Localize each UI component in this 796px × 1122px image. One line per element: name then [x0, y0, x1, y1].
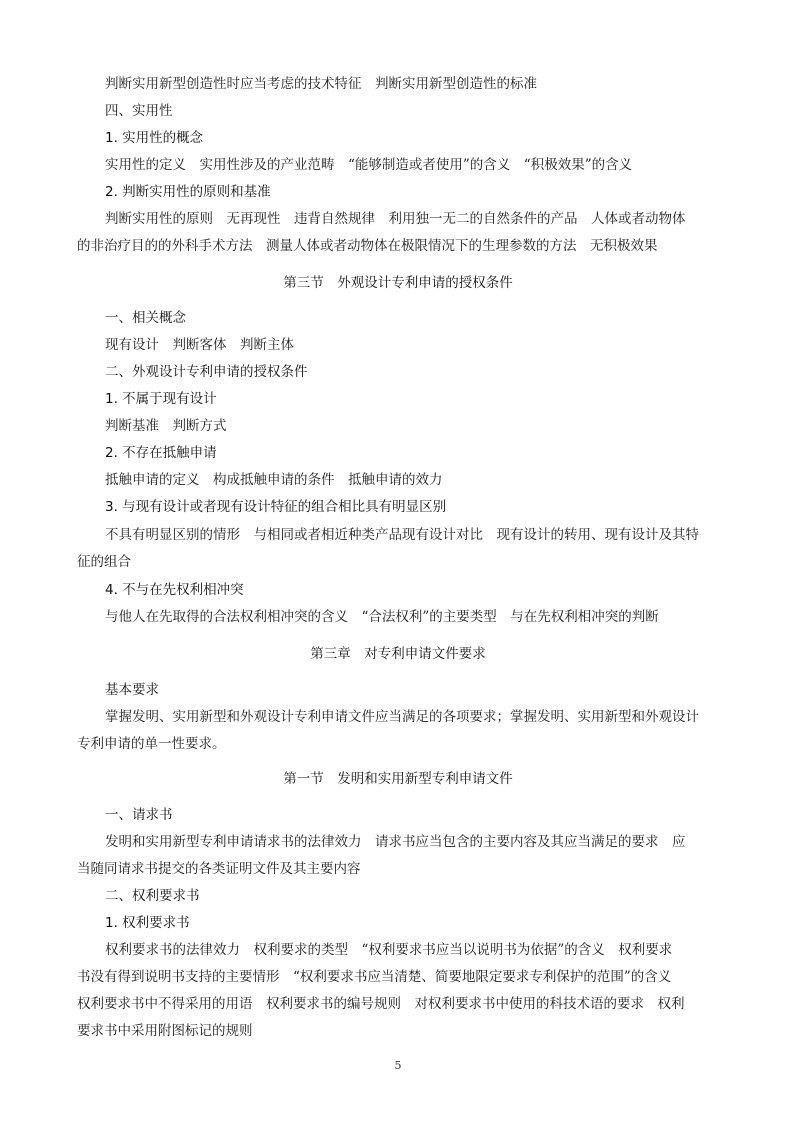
- chapter-section-title: 第三节 外观设计专利申请的授权条件: [283, 275, 513, 291]
- subsection-heading: 2. 不存在抵触申请: [105, 445, 217, 461]
- text-line: 权利要求书的法律效力 权利要求的类型 “权利要求书应当以说明书为依据”的含义 权利要求: [105, 942, 673, 958]
- section-heading: 四、实用性: [105, 103, 173, 119]
- text-line: 判断实用性的原则 无再现性 违背自然规律 利用独一无二的自然条件的产品 人体或者动物体: [105, 211, 686, 227]
- subsection-heading: 1. 实用性的概念: [105, 130, 204, 146]
- section-heading: 二、权利要求书: [105, 888, 200, 904]
- section-heading: 二、外观设计专利申请的授权条件: [105, 364, 308, 380]
- section-heading: 一、请求书: [105, 807, 173, 823]
- text-line: 实用性的定义 实用性涉及的产业范畴 “能够制造或者使用”的含义 “积极效果”的含义: [105, 157, 633, 173]
- section-heading: 基本要求: [105, 682, 159, 698]
- subsection-heading: 2. 判断实用性的原则和基准: [105, 184, 271, 200]
- subsection-heading: 1. 不属于现有设计: [105, 391, 217, 407]
- chapter-section-title: 第一节 发明和实用新型专利申请文件: [283, 771, 513, 787]
- text-line: 当随同请求书提交的各类证明文件及其主要内容: [77, 861, 361, 877]
- text-line: 抵触申请的定义 构成抵触申请的条件 抵触申请的效力: [105, 472, 443, 488]
- text-line: 发明和实用新型专利申请请求书的法律效力 请求书应当包含的主要内容及其应当满足的要求 应: [105, 834, 686, 850]
- section-heading: 一、相关概念: [105, 310, 186, 326]
- text-line: 要求书中采用附图标记的规则: [77, 1023, 253, 1039]
- text-line: 掌握发明、实用新型和外观设计专利申请文件应当满足的各项要求；掌握发明、实用新型和外观设计: [105, 709, 699, 725]
- subsection-heading: 1. 权利要求书: [105, 915, 190, 931]
- text-line: 不具有明显区别的情形 与相同或者相近种类产品现有设计对比 现有设计的转用、现有设计及其特: [105, 527, 699, 543]
- chapter-title: 第三章 对专利申请文件要求: [310, 646, 486, 662]
- text-line: 判断实用新型创造性时应当考虑的技术特征 判断实用新型创造性的标准: [105, 76, 537, 92]
- text-line: 与他人在先取得的合法权利相冲突的含义 “合法权利”的主要类型 与在先权利相冲突的判断: [105, 609, 659, 625]
- text-line: 现有设计 判断客体 判断主体: [105, 337, 294, 353]
- subsection-heading: 4. 不与在先权利相冲突: [105, 582, 244, 598]
- subsection-heading: 3. 与现有设计或者现有设计特征的组合相比具有明显区别: [105, 499, 447, 515]
- page-number: 5: [394, 1059, 402, 1072]
- text-line: 专利申请的单一性要求。: [77, 736, 226, 752]
- text-line: 权利要求书中不得采用的用语 权利要求书的编号规则 对权利要求书中使用的科技术语的要求 权利: [77, 996, 685, 1012]
- text-line: 征的组合: [77, 554, 131, 570]
- text-line: 的非治疗目的的外科手术方法 测量人体或者动物体在极限情况下的生理参数的方法 无积极效果: [77, 238, 658, 254]
- text-line: 判断基准 判断方式: [105, 418, 227, 434]
- text-line: 书没有得到说明书支持的主要情形 “权利要求书应当清楚、简要地限定要求专利保护的范围”的含义: [77, 969, 672, 985]
